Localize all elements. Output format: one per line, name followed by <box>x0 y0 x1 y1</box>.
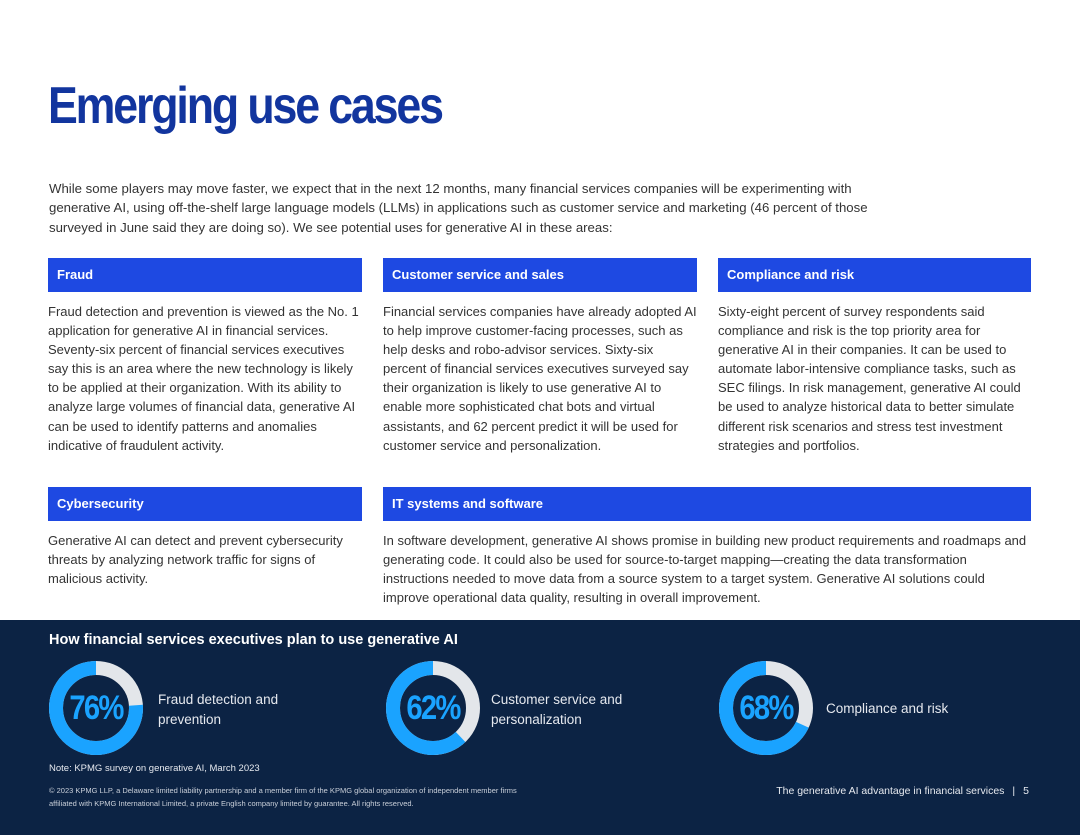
page-number: 5 <box>1023 785 1029 797</box>
stat-fraud-label <box>158 690 278 729</box>
card-it-systems <box>383 487 1031 607</box>
card-cybersecurity-body: Generative AI can detect and prevent cybersecurity threats by analyzing network traffic for signs of malicious activity. <box>48 533 343 587</box>
card-customer-service-header: Customer service and sales <box>383 258 697 292</box>
stat-fraud-percent: 76% <box>69 688 123 727</box>
stats-band <box>0 620 1080 835</box>
copyright-text: © 2023 KPMG LLP, a Delaware limited liability partnership and a member firm of the KPMG global organization of independent member firms affiliated with KPMG International Limited, a private English company limited by guarantee. All rights reserved. <box>49 786 517 808</box>
footer-publication-title: The generative AI advantage in financial services <box>776 785 1005 797</box>
stat-customer-service-percent: 62% <box>406 688 460 727</box>
card-fraud-header: Fraud <box>48 258 362 292</box>
stat-fraud-label-line2: prevention <box>158 711 222 727</box>
page-title: Emerging use cases <box>48 77 442 135</box>
card-compliance <box>718 258 1031 455</box>
footer-separator: | <box>1012 785 1016 797</box>
card-customer-service-body: Financial services companies have already adopted AI to help improve customer-facing processes, such as help desks and robo-advisor services. Sixty-six percent of financial services executives surveyed say their organization is likely to use generative AI to enable more sophisticated chat bots and virtual assistants, and 62 percent predict it will be used for customer service and personalization. <box>383 304 697 453</box>
stat-customer-service-label-line2: personalization <box>491 711 582 727</box>
card-compliance-header: Compliance and risk <box>718 258 1031 292</box>
card-compliance-body: Sixty-eight percent of survey respondents said compliance and risk is the top priority area for generative AI in their companies. It can be used to automate labor-intensive compliance tasks, such as SEC filings. In risk management, generative AI could be used to analyze historical data to better simulate different risk scenarios and stress test investment strategies and portfolios. <box>718 304 1021 453</box>
stat-compliance-percent: 68% <box>739 688 793 727</box>
stat-customer-service-label <box>491 690 622 729</box>
stat-fraud <box>48 660 348 758</box>
stat-compliance <box>718 660 1018 758</box>
stat-compliance-label-line1: Compliance and risk <box>826 701 949 716</box>
stat-fraud-label-line1: Fraud detection and <box>158 692 279 707</box>
card-cybersecurity-header: Cybersecurity <box>48 487 362 521</box>
stats-band-title: How financial services executives plan to use generative AI <box>49 632 458 648</box>
card-cybersecurity <box>48 487 362 588</box>
survey-note: Note: KPMG survey on generative AI, March 2023 <box>49 763 260 774</box>
stat-compliance-label <box>826 699 948 719</box>
stat-customer-service <box>385 660 685 758</box>
card-fraud-body: Fraud detection and prevention is viewed as the No. 1 application for generative AI in financial services. Seventy-six percent of financial services executives say this is an area where the new technology is likely to be applied at their organization. With its ability to analyze large volumes of financial data, generative AI can be used to identify patterns and anomalies indicative of fraudulent activity. <box>48 304 359 453</box>
card-customer-service <box>383 258 697 455</box>
stat-customer-service-label-line1: Customer service and <box>491 692 623 707</box>
card-it-systems-header: IT systems and software <box>383 487 1031 521</box>
card-it-systems-body: In software development, generative AI shows promise in building new product requirements and roadmaps and generating code. It could also be used for source-to-target mapping—creating the data transformation instructions needed to move data from a source system to a target system. Generative AI solutions could improve operational data quality, resulting in overall improvement. <box>383 533 1027 606</box>
card-fraud <box>48 258 362 455</box>
intro-paragraph: While some players may move faster, we expect that in the next 12 months, many financial services companies will be experimenting with generative AI, using off-the-shelf large language models (LLMs) in applications such as customer service and marketing (46 percent of those surveyed in June said they are doing so). We see potential uses for generative AI in these areas: <box>49 181 868 235</box>
footer-right <box>776 785 1029 797</box>
